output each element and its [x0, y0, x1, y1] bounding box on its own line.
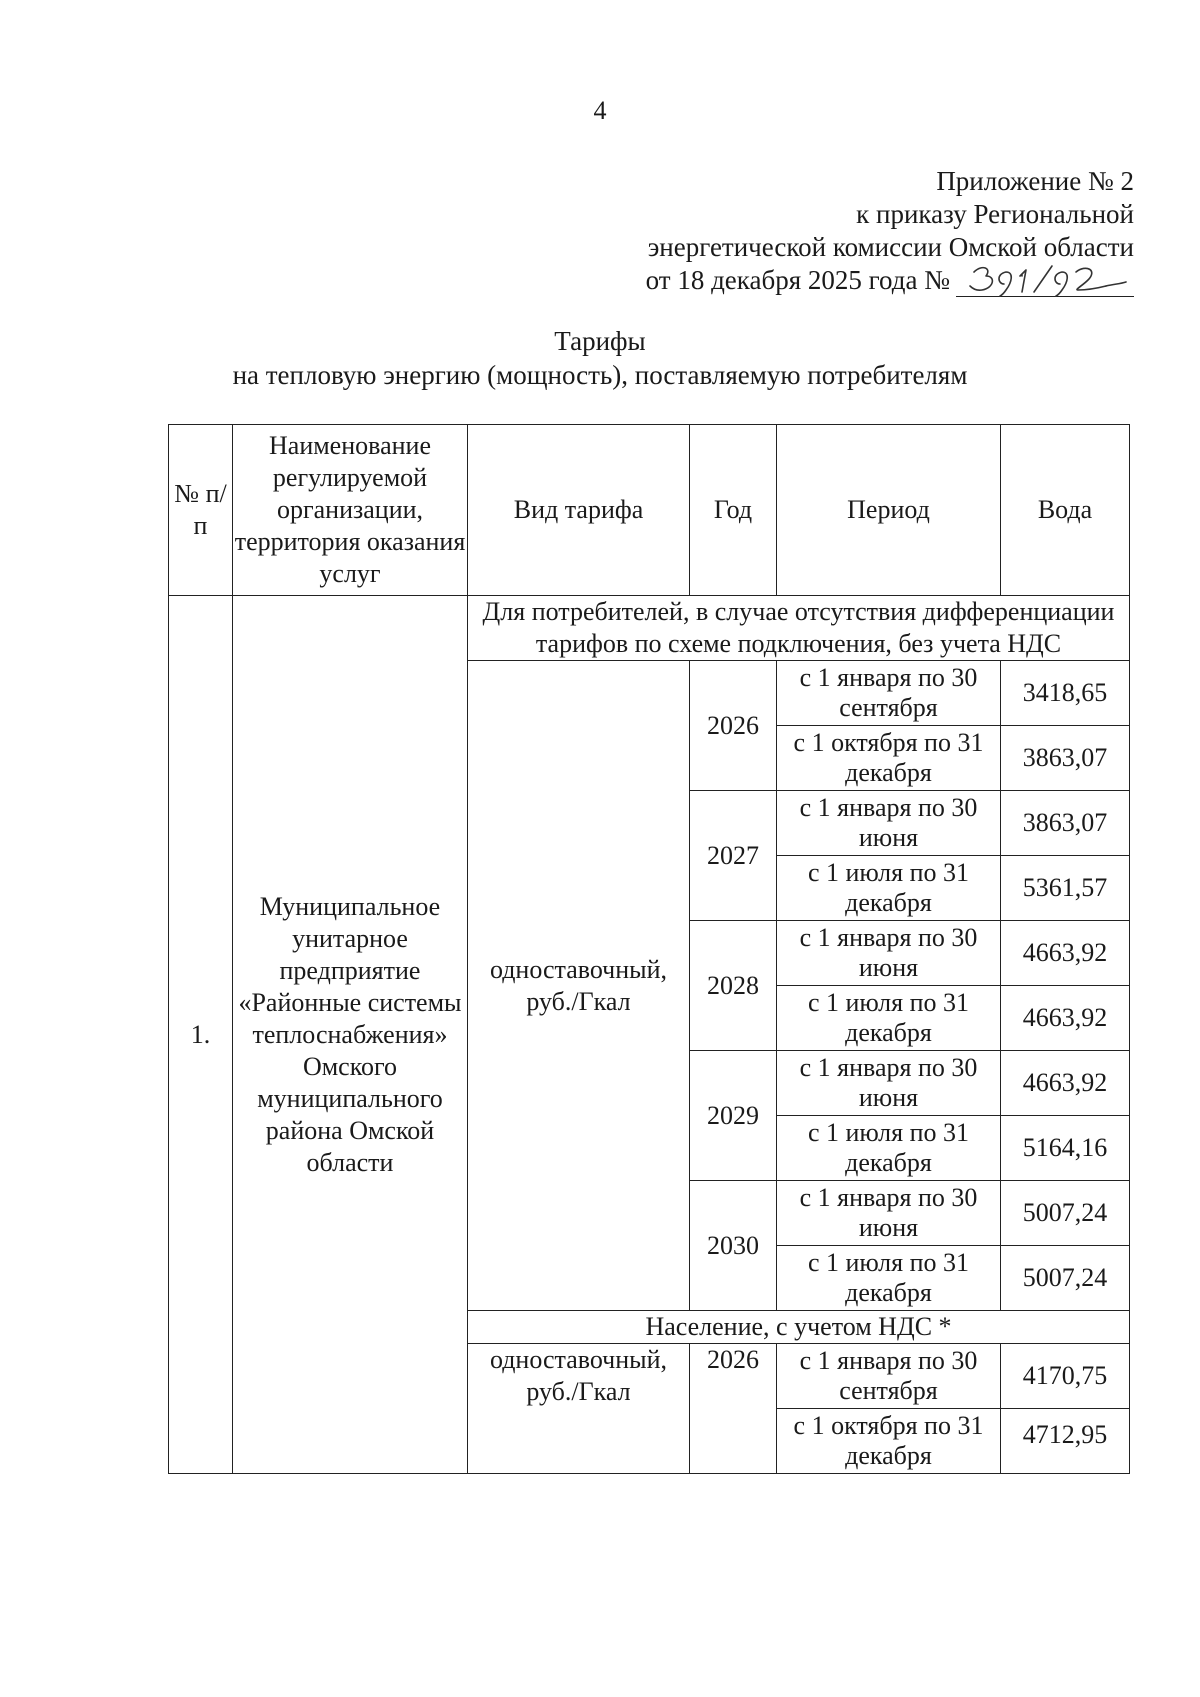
year-cell: 2030 [690, 1181, 777, 1311]
water-value: 5164,16 [1001, 1116, 1130, 1181]
period-cell: с 1 июля по 31 декабря [777, 1246, 1001, 1311]
water-value: 5361,57 [1001, 856, 1130, 921]
row-number: 1. [169, 596, 233, 1474]
period-cell: с 1 января по 30 июня [777, 791, 1001, 856]
year-cell: 2029 [690, 1051, 777, 1181]
period-cell: с 1 июля по 31 декабря [777, 856, 1001, 921]
period-cell: с 1 января по 30 сентября [777, 661, 1001, 726]
header-year: Год [690, 425, 777, 596]
period-cell: с 1 января по 30 июня [777, 921, 1001, 986]
water-value: 3863,07 [1001, 726, 1130, 791]
period-cell: с 1 января по 30 июня [777, 1051, 1001, 1116]
title-line-1: Тарифы [554, 326, 646, 356]
appendix-line: энергетической комиссии Омской области [647, 232, 1134, 262]
year-cell: 2027 [690, 791, 777, 921]
section1-title: Для потребителей, в случае отсутствия дифференциации тарифов по схеме подключения, без учета НДС [468, 596, 1130, 661]
title-line-2: на тепловую энергию (мощность), поставляемую потребителям [232, 360, 968, 390]
year-cell: 2026 [690, 661, 777, 791]
period-cell: с 1 июля по 31 декабря [777, 1116, 1001, 1181]
water-value: 5007,24 [1001, 1246, 1130, 1311]
tariff-table [168, 424, 1130, 1474]
document-title [0, 324, 1200, 392]
water-value: 4712,95 [1001, 1409, 1130, 1474]
period-cell: с 1 октября по 31 декабря [777, 1409, 1001, 1474]
period-cell: с 1 января по 30 июня [777, 1181, 1001, 1246]
header-number: № п/п [169, 425, 233, 596]
page-number: 4 [593, 96, 607, 125]
order-date-line [574, 264, 1134, 297]
water-value: 4663,92 [1001, 921, 1130, 986]
handwritten-order-number [956, 266, 1134, 297]
water-value: 3418,65 [1001, 661, 1130, 726]
water-value: 5007,24 [1001, 1181, 1130, 1246]
water-value: 3863,07 [1001, 791, 1130, 856]
appendix-line: к приказу Региональной [856, 199, 1134, 229]
header-water: Вода [1001, 425, 1130, 596]
table-header-row [169, 425, 1130, 596]
period-cell: с 1 июля по 31 декабря [777, 986, 1001, 1051]
handwritten-order-number-signature [956, 262, 1134, 298]
organization-name: Муниципальное унитарное предприятие «Районные системы теплоснабжения» Омского муниципального района Омской области [233, 596, 468, 1474]
water-value: 4170,75 [1001, 1344, 1130, 1409]
water-value: 4663,92 [1001, 986, 1130, 1051]
order-date-text: от 18 декабря 2025 года № [645, 265, 950, 295]
header-organization: Наименование регулируемой организации, территория оказания услуг [233, 425, 468, 596]
section2-tariff-type: одноставочный, руб./Гкал [468, 1344, 690, 1474]
period-cell: с 1 октября по 31 декабря [777, 726, 1001, 791]
appendix-block [574, 165, 1134, 297]
section1-tariff-type: одноставочный, руб./Гкал [468, 661, 690, 1311]
header-period: Период [777, 425, 1001, 596]
period-cell: с 1 января по 30 сентября [777, 1344, 1001, 1409]
year-cell: 2026 [690, 1344, 777, 1474]
header-tariff-type: Вид тарифа [468, 425, 690, 596]
section2-title: Население, с учетом НДС * [468, 1311, 1130, 1344]
water-value: 4663,92 [1001, 1051, 1130, 1116]
appendix-line: Приложение № 2 [936, 166, 1134, 196]
section1-title-row [169, 596, 1130, 661]
year-cell: 2028 [690, 921, 777, 1051]
